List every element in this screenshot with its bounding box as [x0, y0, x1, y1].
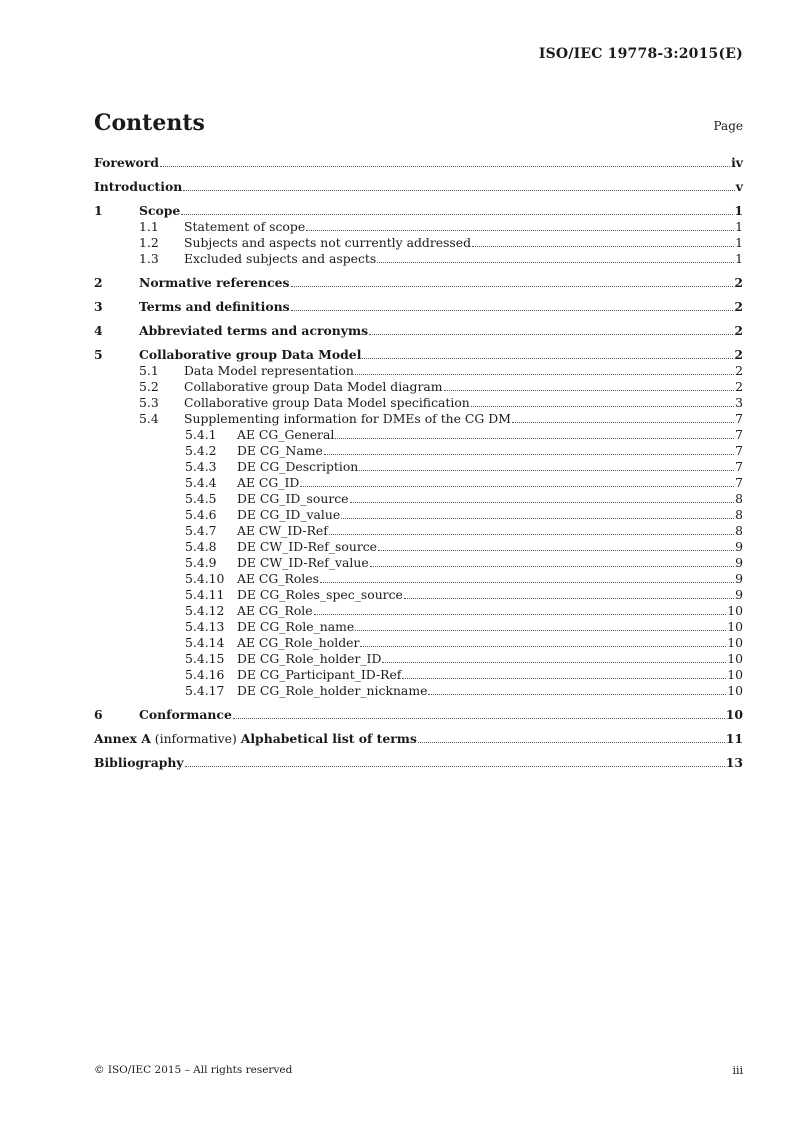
toc-entry-page: 2 — [734, 275, 743, 290]
toc-entry-title: AE CG_Role_holder — [237, 635, 360, 650]
annex-qualifier: (informative) — [150, 731, 241, 746]
toc-entry-page: 11 — [725, 731, 743, 746]
toc-entry-page: 1 — [735, 219, 743, 234]
toc-entry-number: 5.4.2 — [185, 443, 217, 458]
toc-entry-title: AE CG_Role — [237, 603, 313, 618]
toc-entry-page: 10 — [727, 667, 743, 682]
toc-entry-title: DE CG_ID_value — [237, 507, 341, 522]
toc-entry-number: 5.4.6 — [185, 507, 217, 522]
toc-entry-page: 3 — [735, 395, 743, 410]
toc-entry-5-4-1[interactable] — [94, 427, 743, 443]
toc-entry-title: DE CG_Role_holder_nickname — [237, 683, 428, 698]
toc-entry-page: 9 — [735, 539, 743, 554]
toc-entry-page: 10 — [727, 635, 743, 650]
toc-entry-5-4-5[interactable] — [94, 491, 743, 507]
toc-entry-page: 1 — [734, 203, 743, 218]
toc-entry-page: 9 — [735, 571, 743, 586]
toc-entry-page: 8 — [735, 507, 743, 522]
toc-entry-title: DE CG_Name — [237, 443, 323, 458]
dot-leader — [320, 582, 734, 583]
toc-entry-5-4-2[interactable] — [94, 443, 743, 459]
toc-entry-5-3[interactable] — [94, 395, 743, 411]
toc-entry-2[interactable] — [94, 275, 743, 291]
toc-entry-number: 3 — [94, 299, 103, 314]
toc-entry-5-4-9[interactable] — [94, 555, 743, 571]
toc-entry-title: Bibliography — [94, 755, 184, 770]
dot-leader — [355, 630, 726, 631]
document-id: ISO/IEC 19778-3:2015(E) — [538, 46, 743, 62]
dot-leader — [300, 486, 734, 487]
toc-entry-title: Foreword — [94, 155, 159, 170]
toc-entry-page: 2 — [734, 323, 743, 338]
toc-entry-title: Excluded subjects and aspects — [184, 251, 377, 266]
dot-leader — [378, 550, 734, 551]
toc-entry-page: 1 — [735, 235, 743, 250]
toc-entry-title: Supplementing information for DMEs of the CG DM — [184, 411, 511, 426]
dot-leader — [402, 678, 726, 679]
toc-entry-title: DE CG_Participant_ID-Ref — [237, 667, 402, 682]
toc-entry-page: 2 — [735, 363, 743, 378]
toc-entry-title: Abbreviated terms and acronyms — [139, 323, 369, 338]
toc-entry-5-4-12[interactable] — [94, 603, 743, 619]
dot-leader — [382, 662, 726, 663]
dot-leader — [291, 310, 734, 311]
toc-entry-page: 2 — [734, 299, 743, 314]
table-of-contents — [94, 155, 743, 771]
toc-entry-page: 7 — [735, 475, 743, 490]
toc-entry-title: DE CG_Role_name — [237, 619, 355, 634]
toc-entry-number: 5.4.5 — [185, 491, 217, 506]
toc-entry-page: v — [735, 179, 743, 194]
toc-entry-title: Conformance — [139, 707, 232, 722]
toc-entry-5-4-8[interactable] — [94, 539, 743, 555]
dot-leader — [428, 694, 726, 695]
dot-leader — [471, 406, 734, 407]
contents-heading — [94, 110, 743, 140]
toc-entry-title: AE CG_Roles — [237, 571, 319, 586]
toc-entry-title: Collaborative group Data Model diagram — [184, 379, 443, 394]
dot-leader — [369, 334, 733, 335]
toc-entry-number: 1 — [94, 203, 103, 218]
toc-entry-number: 5.1 — [139, 363, 159, 378]
toc-entry-page: 2 — [735, 379, 743, 394]
toc-entry-page: 7 — [735, 427, 743, 442]
toc-entry-5-4-15[interactable] — [94, 651, 743, 667]
toc-entry-title: AE CG_General — [237, 427, 335, 442]
toc-entry-number: 5.4.14 — [185, 635, 225, 650]
toc-entry-number: 5.4.11 — [185, 587, 225, 602]
toc-entry-title: Statement of scope — [184, 219, 306, 234]
toc-entry-title: DE CG_Roles_spec_source — [237, 587, 403, 602]
toc-entry-number: 5.2 — [139, 379, 159, 394]
toc-entry-introduction[interactable] — [94, 179, 743, 195]
dot-leader — [341, 518, 734, 519]
annex-prefix: Annex A — [94, 731, 151, 746]
toc-entry-page: iv — [731, 155, 743, 170]
dot-leader — [350, 502, 735, 503]
toc-entry-page: 7 — [735, 459, 743, 474]
toc-entry-page: 8 — [735, 491, 743, 506]
toc-entry-4[interactable] — [94, 323, 743, 339]
toc-entry-3[interactable] — [94, 299, 743, 315]
toc-entry-5-4-6[interactable] — [94, 507, 743, 523]
toc-entry-title: AE CW_ID-Ref — [237, 523, 328, 538]
toc-entry-number: 5.4.17 — [185, 683, 225, 698]
dot-leader — [404, 598, 734, 599]
toc-entry-page: 10 — [727, 651, 743, 666]
toc-entry-5-4-4[interactable] — [94, 475, 743, 491]
dot-leader — [291, 286, 734, 287]
toc-entry-5-4-3[interactable] — [94, 459, 743, 475]
toc-entry-number: 5.4.16 — [185, 667, 225, 682]
toc-entry-title: Introduction — [94, 179, 183, 194]
toc-entry-number: 5.4.1 — [185, 427, 217, 442]
dot-leader — [329, 534, 734, 535]
toc-entry-6[interactable] — [94, 707, 743, 723]
page-title: Contents — [94, 110, 205, 136]
dot-leader — [181, 214, 733, 215]
toc-entry-1-1[interactable] — [94, 219, 743, 235]
toc-entry-page: 7 — [735, 411, 743, 426]
toc-entry-page: 7 — [735, 443, 743, 458]
page-number: iii — [732, 1064, 743, 1077]
dot-leader — [444, 390, 735, 391]
toc-entry-title: Scope — [139, 203, 181, 218]
toc-entry-page: 10 — [725, 707, 743, 722]
page-footer — [94, 1064, 743, 1078]
toc-entry-number: 1.1 — [139, 219, 159, 234]
toc-entry-number: 2 — [94, 275, 103, 290]
toc-entry-title: DE CW_ID-Ref_value — [237, 555, 369, 570]
toc-entry-number: 5.4.9 — [185, 555, 217, 570]
dot-leader — [359, 470, 734, 471]
toc-entry-page: 13 — [725, 755, 743, 770]
toc-entry-number: 5.4.3 — [185, 459, 217, 474]
dot-leader — [160, 166, 730, 167]
toc-entry-number: 1.3 — [139, 251, 159, 266]
toc-entry-5-4-14[interactable] — [94, 635, 743, 651]
dot-leader — [370, 566, 734, 567]
toc-entry-5-4-16[interactable] — [94, 667, 743, 683]
toc-entry-title: AE CG_ID — [237, 475, 300, 490]
toc-entry-title: Collaborative group Data Model specification — [184, 395, 470, 410]
toc-entry-page: 1 — [735, 251, 743, 266]
toc-entry-number: 5.4.12 — [185, 603, 225, 618]
dot-leader — [360, 646, 726, 647]
toc-entry-number: 5.4.10 — [185, 571, 225, 586]
toc-entry-number: 4 — [94, 323, 103, 338]
dot-leader — [335, 438, 734, 439]
toc-entry-title: DE CW_ID-Ref_source — [237, 539, 378, 554]
toc-entry-5[interactable] — [94, 347, 743, 363]
dot-leader — [377, 262, 734, 263]
toc-entry-title: DE CG_Description — [237, 459, 359, 474]
toc-entry-number: 5.4.4 — [185, 475, 217, 490]
toc-entry-number: 5 — [94, 347, 103, 362]
toc-entry-page: 10 — [727, 683, 743, 698]
toc-entry-number: 5.4.13 — [185, 619, 225, 634]
toc-entry-title: DE CG_Role_holder_ID — [237, 651, 382, 666]
toc-entry-number: 1.2 — [139, 235, 159, 250]
dot-leader — [355, 374, 734, 375]
toc-entry-title: Terms and definitions — [139, 299, 290, 314]
toc-entry-5-4-7[interactable] — [94, 523, 743, 539]
copyright-notice: © ISO/IEC 2015 – All rights reserved — [94, 1064, 293, 1076]
toc-entry-page: 10 — [727, 603, 743, 618]
dot-leader — [233, 718, 725, 719]
dot-leader — [324, 454, 734, 455]
toc-entry-5-4-10[interactable] — [94, 571, 743, 587]
toc-entry-number: 5.4.8 — [185, 539, 217, 554]
dot-leader — [362, 358, 733, 359]
toc-entry-number: 5.4.15 — [185, 651, 225, 666]
toc-entry-5-4-13[interactable] — [94, 619, 743, 635]
toc-entry-title: Collaborative group Data Model — [139, 347, 362, 362]
toc-entry-5-4-17[interactable] — [94, 683, 743, 699]
dot-leader — [183, 190, 735, 191]
toc-entry-title: Data Model representation — [184, 363, 354, 378]
dot-leader — [185, 766, 725, 767]
dot-leader — [314, 614, 727, 615]
toc-entry-page: 8 — [735, 523, 743, 538]
page-column-label: Page — [713, 119, 743, 133]
toc-entry-number: 6 — [94, 707, 103, 722]
toc-entry-page: 10 — [727, 619, 743, 634]
toc-entry-page: 9 — [735, 555, 743, 570]
toc-entry-1[interactable] — [94, 203, 743, 219]
toc-entry-title: Subjects and aspects not currently addressed — [184, 235, 472, 250]
toc-entry-5-1[interactable] — [94, 363, 743, 379]
toc-entry-5-4[interactable] — [94, 411, 743, 427]
annex-title: Alphabetical list of terms — [240, 731, 417, 746]
toc-entry-page: 9 — [735, 587, 743, 602]
toc-entry-annex-a[interactable] — [94, 731, 743, 747]
toc-entry-5-4-11[interactable] — [94, 587, 743, 603]
dot-leader — [472, 246, 734, 247]
toc-entry-5-2[interactable] — [94, 379, 743, 395]
toc-entry-number: 5.3 — [139, 395, 159, 410]
toc-entry-title: DE CG_ID_source — [237, 491, 349, 506]
toc-entry-1-3[interactable] — [94, 251, 743, 267]
dot-leader — [306, 230, 734, 231]
toc-entry-page: 2 — [734, 347, 743, 362]
toc-entry-title — [94, 731, 417, 747]
toc-entry-number: 5.4 — [139, 411, 159, 426]
toc-entry-foreword[interactable] — [94, 155, 743, 171]
dot-leader — [418, 742, 725, 743]
toc-entry-1-2[interactable] — [94, 235, 743, 251]
toc-entry-number: 5.4.7 — [185, 523, 217, 538]
toc-entry-title: Normative references — [139, 275, 290, 290]
toc-entry-bibliography[interactable] — [94, 755, 743, 771]
dot-leader — [512, 422, 734, 423]
